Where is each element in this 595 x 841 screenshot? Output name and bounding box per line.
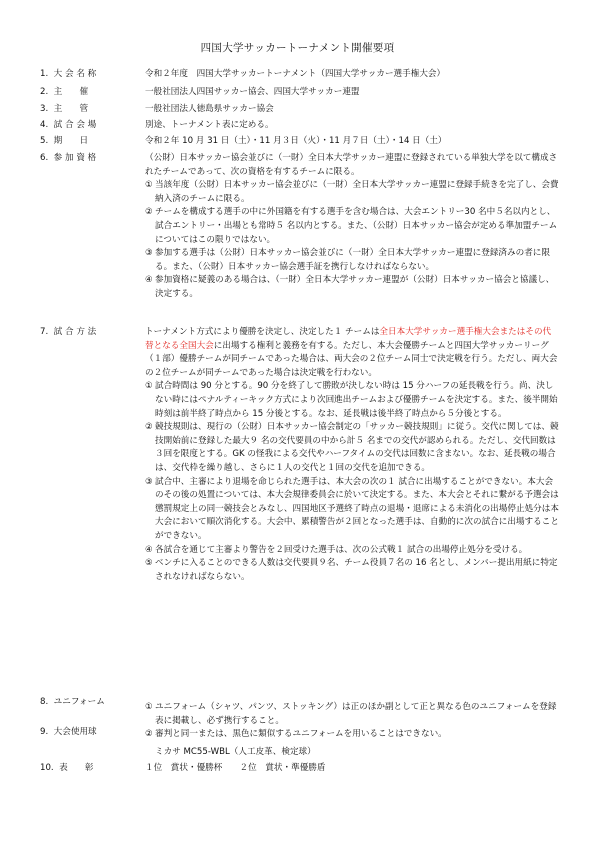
list-item — [145, 179, 559, 206]
section-label: 10. 表 彰 — [40, 763, 94, 773]
row-text: 一般社団法人四国サッカー協会、四国大学サッカー連盟 — [145, 87, 360, 97]
item-text: チームを構成する選手の中に外国籍を有する選手を含む場合は、大会エントリー30 名中５名以内とし、試合エントリー・出場とも常時５ 名以内とする。また、（公財）日本サッカー協会が定める準加盟チームについてはこの限りではない。 — [155, 207, 558, 245]
intro-text: トーナメント方式により優勝を決定し、決定した１ チームは — [145, 327, 380, 337]
item-text: 当該年度（公財）日本サッカー協会並びに（一財）全日本大学サッカー連盟に登録手続きを完了し、会費納入済のチームに限る。 — [155, 180, 559, 204]
item-text: 各試合を通じて主審より警告を２回受けた選手は、次の公式戦１ 試合の出場停止処分を受ける。 — [155, 544, 528, 555]
list-item — [145, 701, 559, 728]
document-title: 四国大学サッカートーナメント開催要項 — [200, 42, 395, 54]
list-item — [145, 206, 559, 247]
row-text: 一般社団法人徳島県サッカー協会 — [145, 104, 274, 114]
awards-text: １位 賞状・優勝杯 ２位 賞状・準優勝盾 — [145, 763, 326, 773]
item-marker: ② — [145, 422, 153, 433]
item-marker: ① — [145, 381, 153, 392]
item-text: ユニフォーム（シャツ、パンツ、ストッキング）は正のほか副として正と異なる色のユニフォームを登録表に掲載し、必ず携行すること。 — [155, 702, 557, 726]
item-text: 試合中、主審により退場を命じられた選手は、本大会の次の１ 試合に出場することができない。本大会のその後の処置については、本大会規律委員会に於いて決定する。また、本大会とそれに繋がる予選会は懲罰規定上の同一競技会とみなし、四国地区予選終了時点の退場・退席による未消化の出場停止処分は本大会において順次消化する。大会中、累積警告が２回となった選手は、自動的に次の試合に出場することができない。 — [155, 476, 559, 541]
row-text: 令和２年 10 月 31 日（土）・11 月３日（火）・11 月７日（土）・14 日（土） — [145, 136, 447, 146]
list-item — [145, 557, 559, 584]
section-label: 6. 参 加 資 格 — [40, 153, 97, 163]
section-uniform — [145, 701, 559, 742]
row-text: 令和２年度 四国大学サッカートーナメント（四国大学サッカー選手権大会） — [145, 69, 446, 79]
item-marker: ② — [145, 207, 153, 218]
row-label: 3. 主 管 — [40, 104, 89, 114]
section-eligibility — [145, 152, 559, 302]
section-label: 8. ユニフォーム — [40, 697, 105, 707]
section-ball — [145, 746, 559, 760]
item-text: 参加資格に疑義のある場合は、（一財）全日本大学サッカー連盟が（公財）日本サッカー協会と協議し、決定する。 — [155, 275, 555, 299]
intro-highlight: 全日本大学サッカー選手権大会またはその代替となる全国大会 — [145, 327, 552, 351]
section-intro: （公財）日本サッカー協会並びに（一財）全日本大学サッカー連盟に登録されている単独大学を以て構成されたチームであって、次の資格を有するチームに限る。 — [145, 153, 558, 177]
row-label: 5. 期 日 — [40, 136, 89, 146]
item-text: 審判と同一または、黒色に類似するユニフォームを用いることはできない。 — [155, 729, 447, 740]
item-text: 参加する選手は（公財）日本サッカー協会並びに（一財）全日本大学サッカー連盟に登録済みの者に限る。また、（公財）日本サッカー協会選手証を携行しなければならない。 — [155, 248, 550, 272]
section-label: 7. 試 合 方 法 — [40, 327, 97, 337]
list-item — [145, 544, 559, 558]
item-text: 試合時間は 90 分とする。90 分を終了して勝敗が決しない時は 15 分ハーフの延長戦を行う。尚、決しない時にはペナルティーキック方式により次回進出チームおよび優勝チームを決定する。また、後半開始時刻は前半終了時点から 15 分後とする。なお、延長戦は後半終了時点から５分後とする。 — [155, 381, 558, 419]
item-text: 競技規則は、現行の（公財）日本サッカー協会制定の「サッカー競技規則」に従う。交代に関しては、競技開始前に登録した最大９ 名の交代要員の中から計５ 名までの交代が認められる。ただし、交代回数は３回を限度とする。GK の怪我による交代やハーフタイムの交代は回数に含まない。なお、延長戦の場合は、交代枠を繰り越し、さらに１人の交代と１回の交代を追加できる。 — [155, 422, 559, 473]
item-marker: ① — [145, 702, 153, 712]
ball-text: ミカサ MC55-WBL（人工皮革、検定球） — [155, 747, 316, 757]
list-item — [145, 421, 559, 475]
item-marker: ③ — [145, 476, 153, 487]
intro-text: に出場する権利と義務を有する。ただし、本大会優勝チームと四国大学サッカーリーグ（１部）優勝チームが同チームであった場合は、両大会の２位チーム同士で決定戦を行う。ただし、両大会の２位チームが同チームであった場合は決定戦を行わない。 — [145, 340, 558, 378]
section-intro — [145, 326, 559, 380]
list-item — [145, 728, 559, 742]
item-marker: ④ — [145, 544, 153, 555]
row-label: 4. 試 合 会 場 — [40, 120, 97, 130]
item-marker: ⑤ — [145, 558, 153, 569]
section-label: 9. 大会使用球 — [40, 727, 97, 737]
row-label: 1. 大 会 名 称 — [40, 69, 97, 79]
item-marker: ① — [145, 180, 153, 191]
row-text: 別途、トーナメント表に定める。 — [145, 120, 274, 130]
item-text: ベンチに入ることのできる人数は交代要員９名、チーム役員７名の 16 名とし、メンバー提出用紙に特定されなければならない。 — [155, 558, 558, 582]
item-marker: ④ — [145, 275, 153, 286]
section-match-method — [145, 326, 559, 584]
item-marker: ② — [145, 729, 153, 740]
list-item — [145, 274, 559, 301]
section-awards — [145, 762, 559, 776]
row-label: 2. 主 催 — [40, 87, 89, 97]
item-marker: ③ — [145, 248, 153, 259]
list-item — [145, 247, 559, 274]
list-item — [145, 476, 559, 544]
list-item — [145, 380, 559, 421]
